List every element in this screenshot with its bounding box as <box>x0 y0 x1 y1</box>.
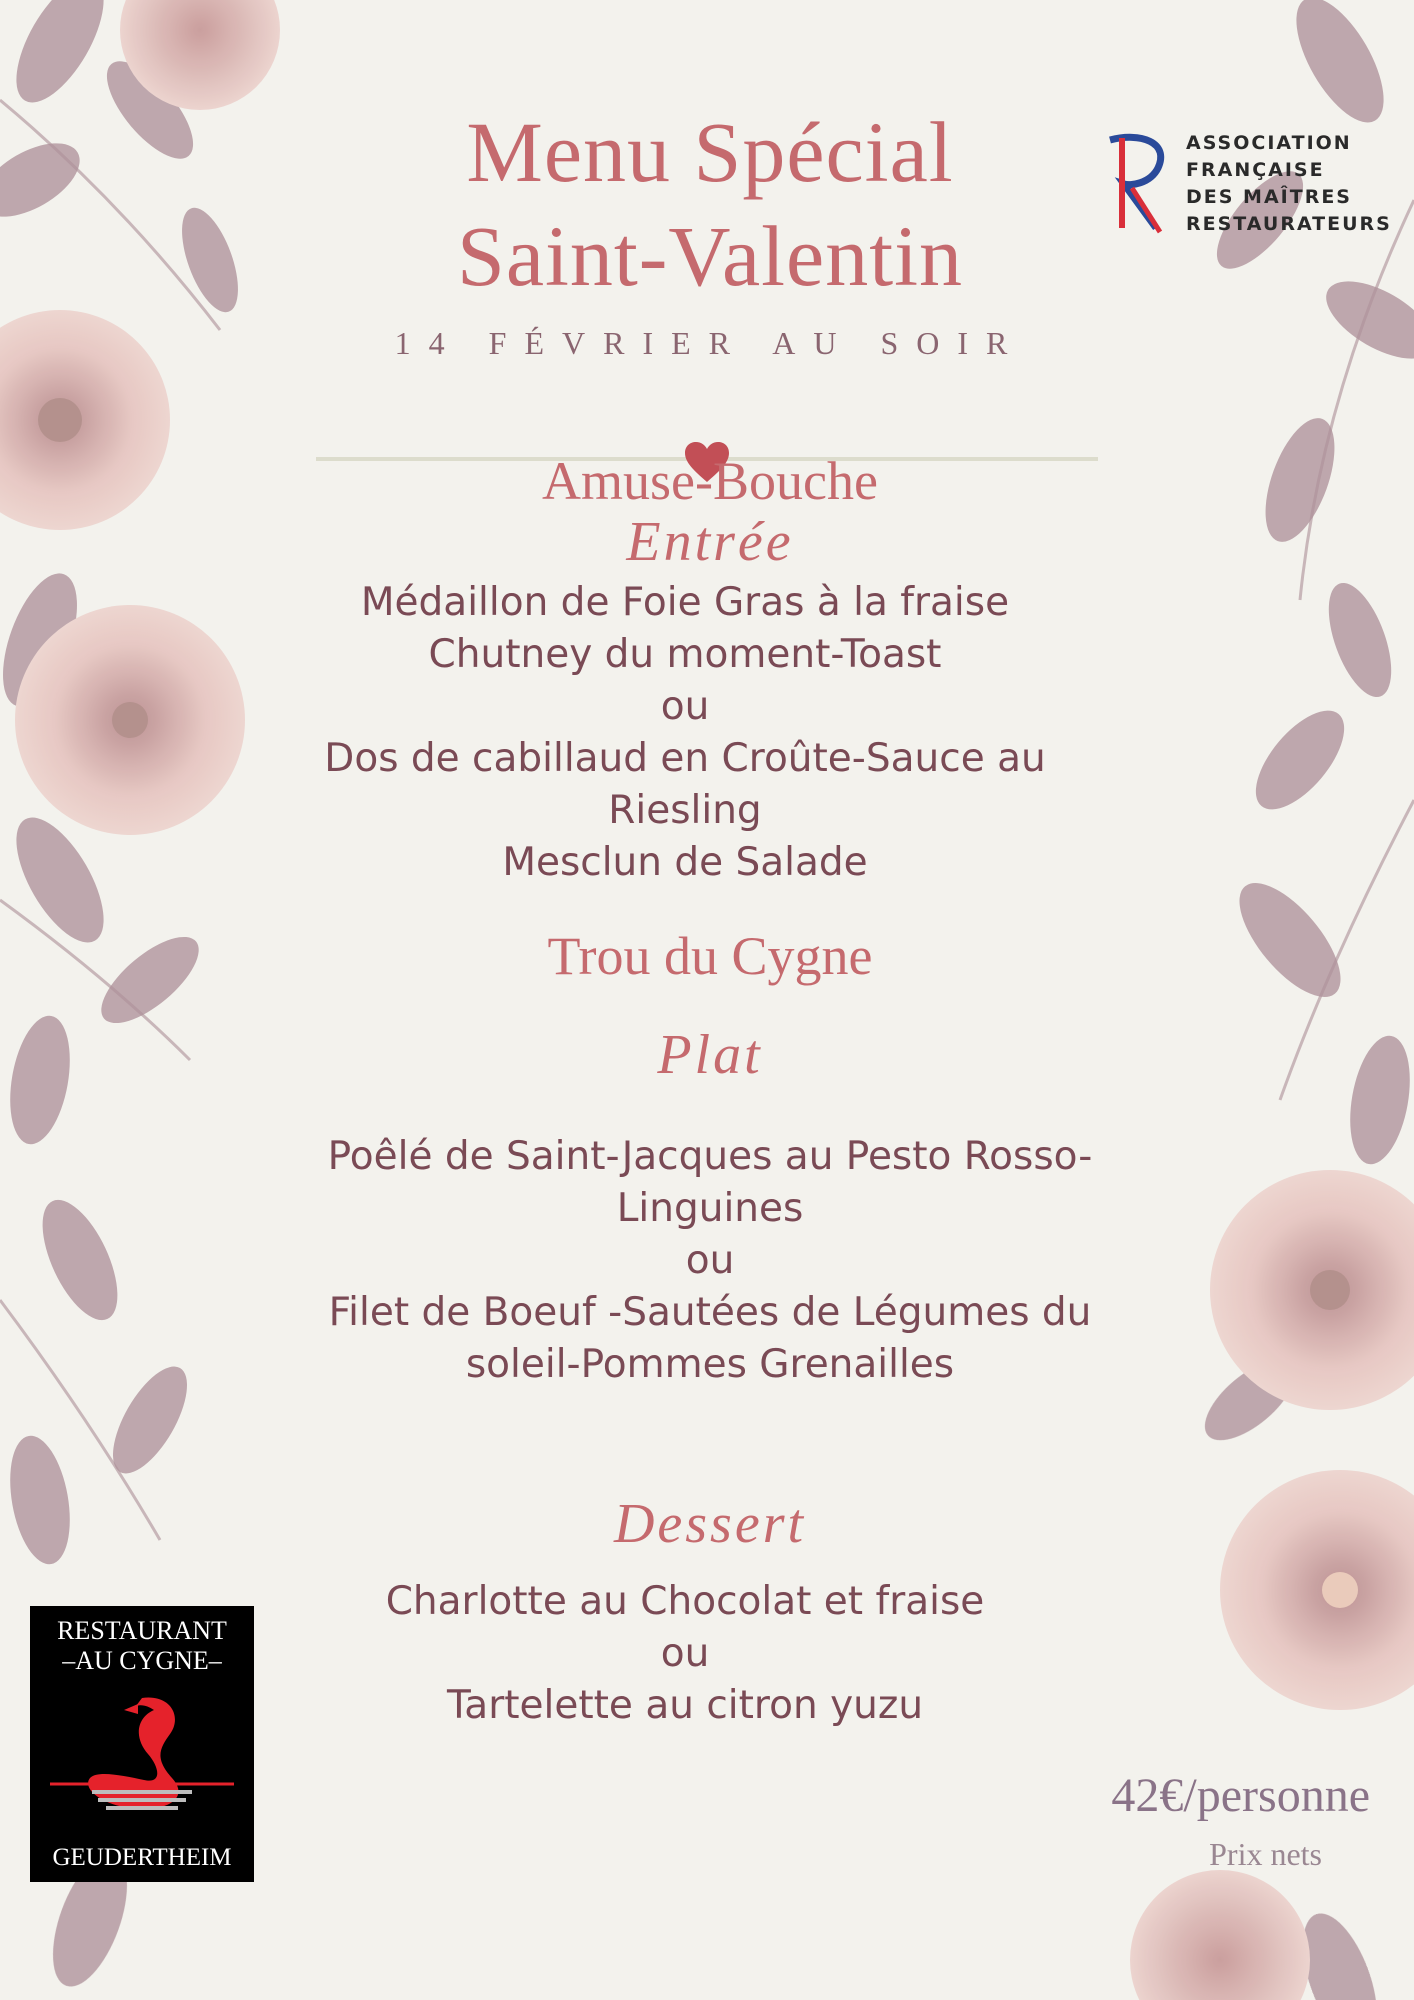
list-item: Chutney du moment-Toast <box>428 632 942 677</box>
plat-list <box>280 1131 1140 1391</box>
logo-line-2: –AU CYGNE– <box>62 1646 222 1675</box>
menu-title <box>280 100 1140 308</box>
list-item: Mesclun de Salade <box>502 840 868 885</box>
list-item: Filet de Boeuf -Sautées de Légumes du <box>328 1290 1092 1335</box>
logo-line-3: GEUDERTHEIM <box>52 1844 232 1871</box>
event-date: 14 FÉVRIER AU SOIR <box>394 325 1026 361</box>
list-item: Charlotte au Chocolat et fraise <box>385 1579 985 1624</box>
dessert-list <box>260 1576 1110 1732</box>
list-item: Linguines <box>616 1186 804 1231</box>
list-item: soleil-Pommes Grenailles <box>465 1342 955 1387</box>
logo-line-1: RESTAURANT <box>57 1616 227 1645</box>
section-trou-du-cygne: Trou du Cygne <box>547 926 873 986</box>
list-item: ou <box>660 1631 710 1676</box>
restaurant-logo <box>30 1606 254 1882</box>
section-plat: Plat <box>657 1024 763 1086</box>
price-per-person: 42€/personne <box>1111 1769 1370 1822</box>
list-item: ou <box>685 1238 735 1283</box>
title-line-1: Menu Spécial <box>466 104 954 200</box>
price-note: Prix nets <box>1209 1836 1322 1872</box>
swan-icon <box>42 1688 242 1838</box>
list-item: ou <box>660 684 710 729</box>
section-entree: Entrée <box>626 511 794 573</box>
title-line-2: Saint-Valentin <box>456 208 964 304</box>
association-name: ASSOCIATION FRANÇAISE DES MAÎTRES RESTAURATEURS <box>1186 132 1392 235</box>
section-dessert: Dessert <box>613 1493 807 1555</box>
list-item: Riesling <box>608 788 762 833</box>
list-item: Tartelette au citron yuzu <box>446 1683 924 1728</box>
list-item: Dos de cabillaud en Croûte-Sauce au <box>324 736 1046 781</box>
section-amuse-bouche: Amuse-Bouche <box>542 451 878 511</box>
entree-list <box>260 577 1110 889</box>
list-item: Médaillon de Foie Gras à la fraise <box>360 580 1010 625</box>
list-item: Poêlé de Saint-Jacques au Pesto Rosso- <box>327 1134 1093 1179</box>
